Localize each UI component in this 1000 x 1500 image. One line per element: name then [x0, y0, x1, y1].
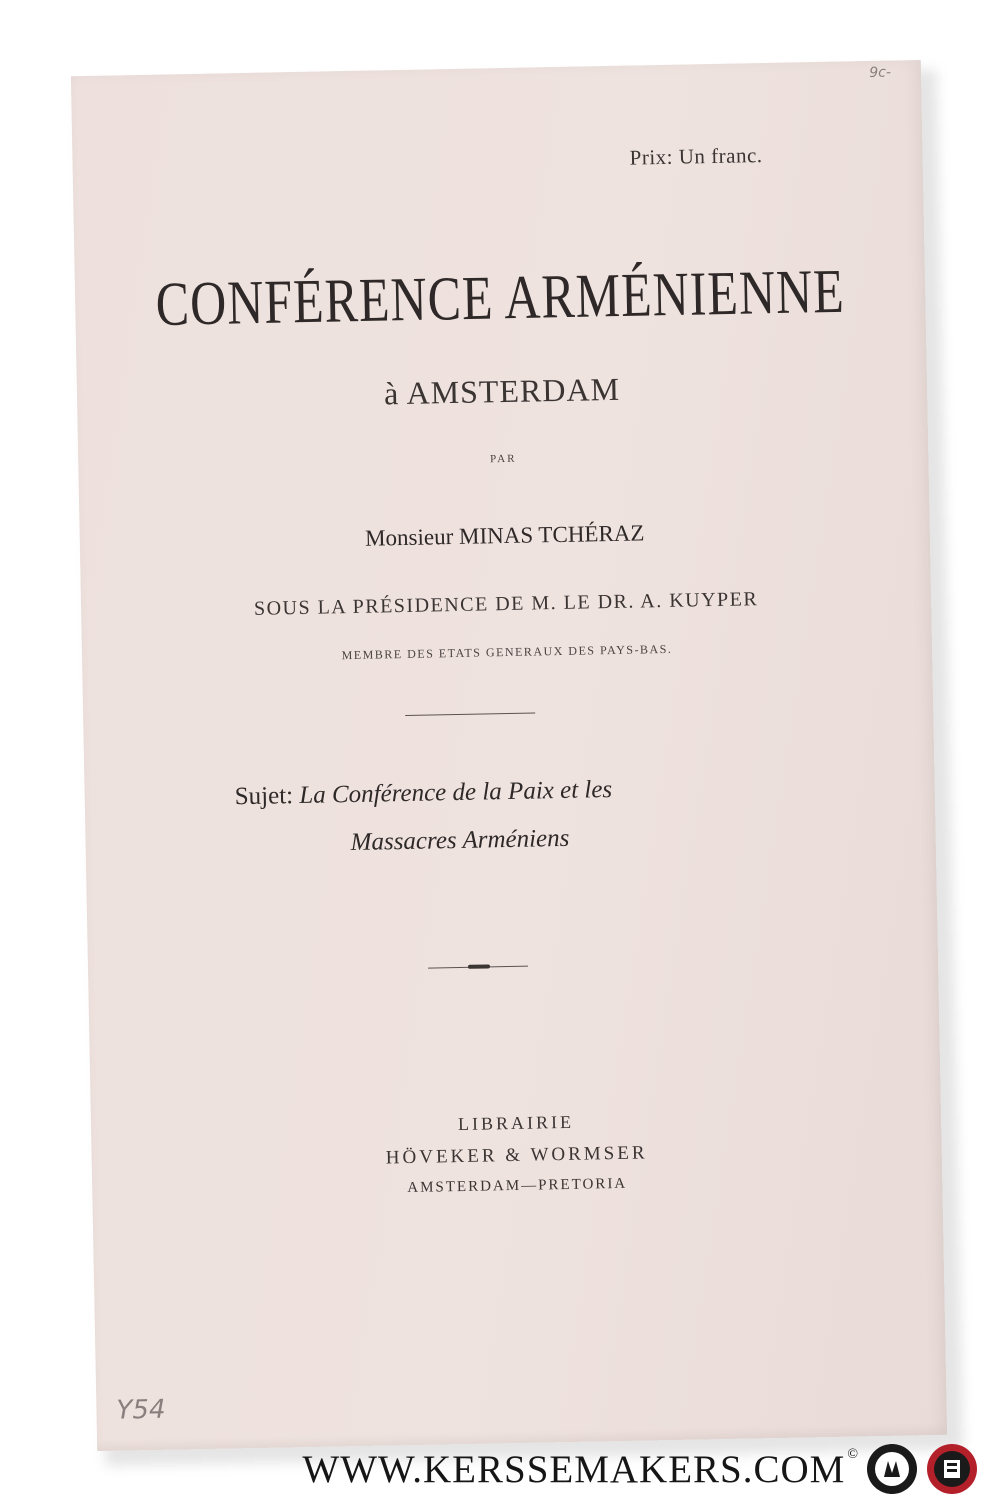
sujet-text-line2: Massacres Arméniens	[350, 824, 570, 857]
divider-rule	[405, 712, 535, 715]
watermark-footer	[0, 1438, 1000, 1500]
presidence-line: SOUS LA PRÉSIDENCE DE M. LE DR. A. KUYPER	[253, 588, 759, 620]
cover-subtitle: à AMSTERDAM	[383, 370, 621, 412]
sujet-line	[234, 776, 612, 811]
price-line: Prix: Un franc.	[629, 143, 763, 170]
pencil-note-top: 9c-	[869, 64, 892, 81]
pencil-note-bottom: Y54	[116, 1394, 166, 1426]
ornament-center	[468, 964, 490, 968]
pamphlet-cover	[71, 60, 947, 1451]
cover-title: CONFÉRENCE ARMÉNIENNE	[155, 255, 846, 339]
publisher-city: AMSTERDAM—PRETORIA	[407, 1175, 628, 1197]
publisher-name: HÖVEKER & WORMSER	[385, 1142, 648, 1169]
librairie-label: LIBRAIRIE	[457, 1111, 575, 1135]
sujet-text-line1: La Conférence de la Paix et les	[299, 776, 613, 810]
antiquarian-association-seal-icon	[866, 1443, 918, 1495]
membre-line: MEMBRE DES ETATS GENERAUX DES PAYS-BAS.	[341, 641, 673, 663]
sujet-label: Sujet:	[234, 782, 294, 811]
website-watermark: WWW.KERSSEMAKERS.COM	[302, 1447, 846, 1491]
par-label: PAR	[489, 452, 517, 466]
copyright-mark: ©	[847, 1447, 858, 1462]
ilab-league-seal-icon	[926, 1443, 978, 1495]
author-line: Monsieur MINAS TCHÉRAZ	[364, 520, 645, 551]
